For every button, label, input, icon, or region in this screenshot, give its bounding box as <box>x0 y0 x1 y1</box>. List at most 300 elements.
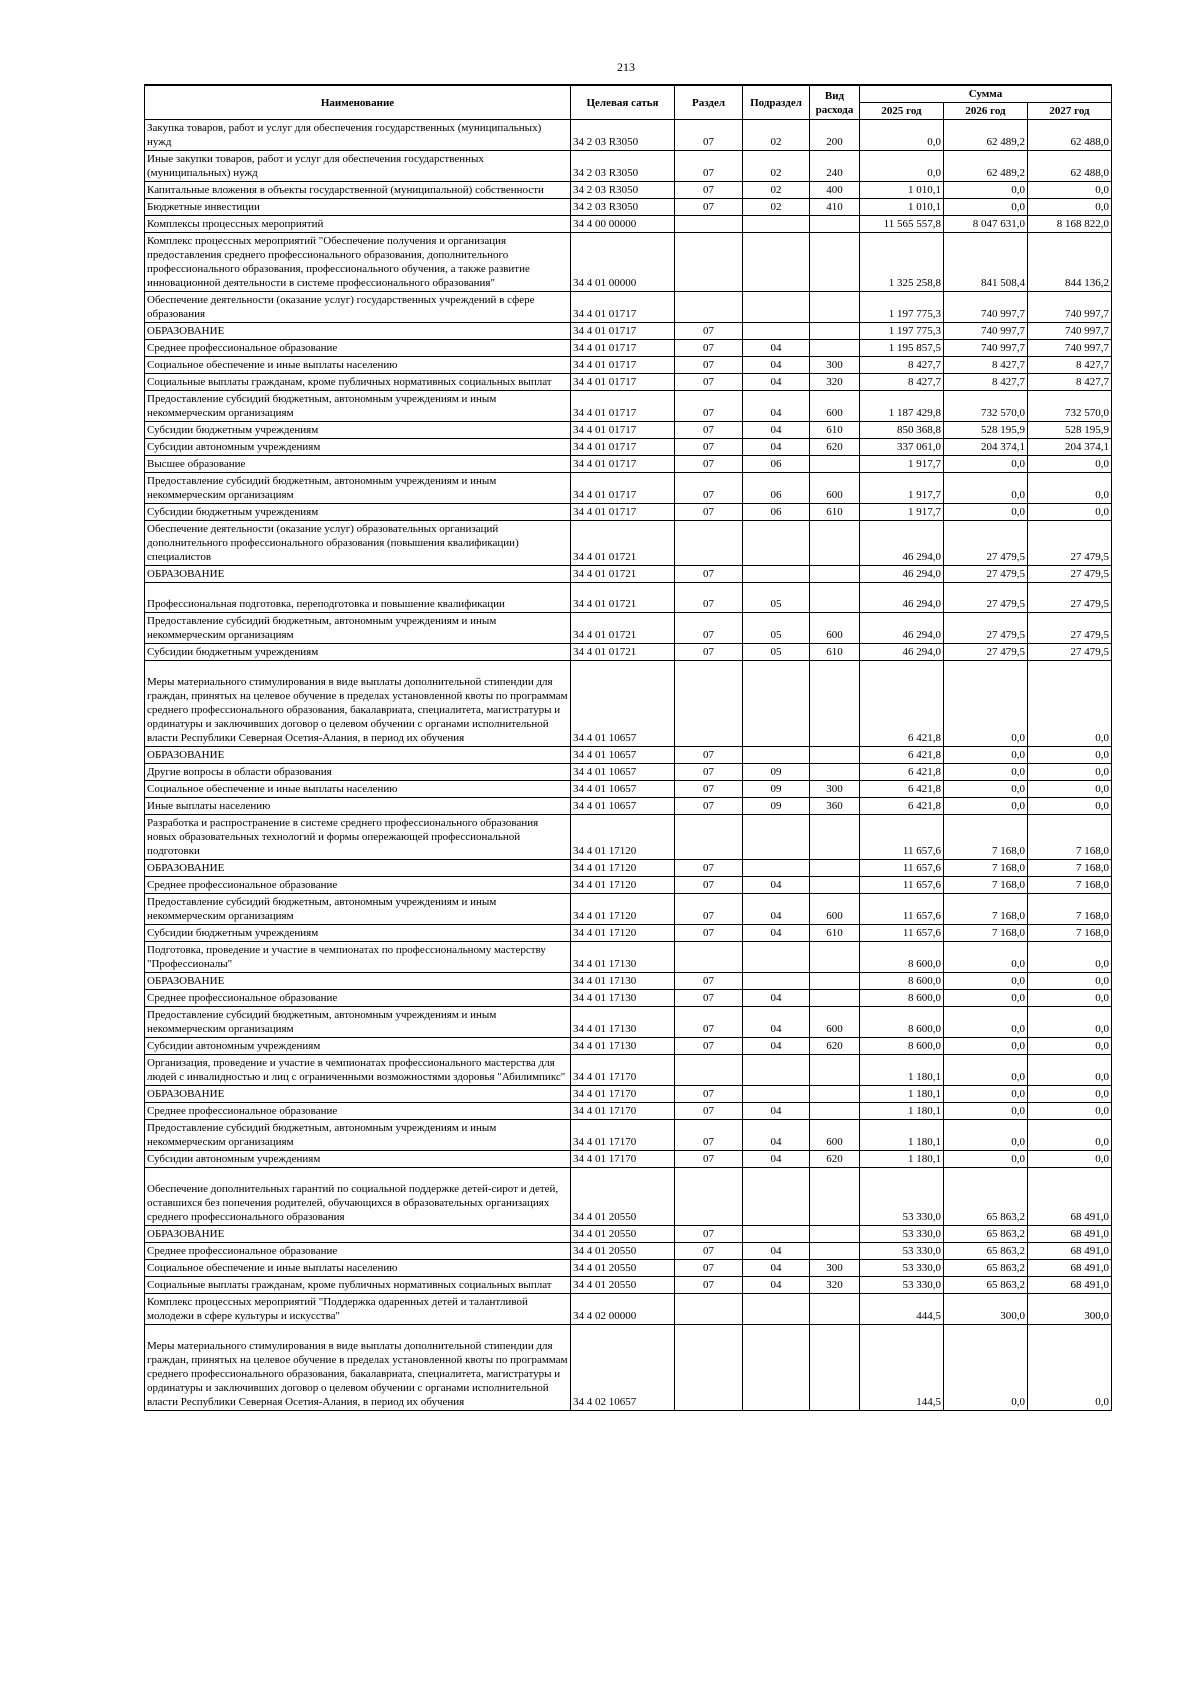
row-sum-2026: 8 047 631,0 <box>944 216 1028 233</box>
row-name: Среднее профессиональное образование <box>145 1243 571 1260</box>
row-section: 07 <box>675 1151 743 1168</box>
row-target-code: 34 4 02 00000 <box>571 1294 675 1325</box>
row-expense-kind <box>810 583 860 613</box>
row-sum-2026: 0,0 <box>944 942 1028 973</box>
row-target-code: 34 4 01 17130 <box>571 990 675 1007</box>
row-sum-2026: 0,0 <box>944 661 1028 747</box>
table-row <box>145 764 1112 781</box>
row-sum-2026: 65 863,2 <box>944 1277 1028 1294</box>
row-target-code: 34 4 01 01717 <box>571 340 675 357</box>
table-row <box>145 391 1112 422</box>
row-subsection: 04 <box>743 1277 810 1294</box>
table-row <box>145 661 1112 747</box>
row-sum-2027: 732 570,0 <box>1028 391 1112 422</box>
row-section: 07 <box>675 764 743 781</box>
row-sum-2026: 0,0 <box>944 747 1028 764</box>
row-sum-2025: 11 657,6 <box>860 925 944 942</box>
row-target-code: 34 4 01 01717 <box>571 504 675 521</box>
row-name: Подготовка, проведение и участие в чемпионатах по профессиональному мастерству "Профессионалы" <box>145 942 571 973</box>
row-sum-2026: 7 168,0 <box>944 925 1028 942</box>
row-subsection: 04 <box>743 1007 810 1038</box>
row-expense-kind <box>810 973 860 990</box>
row-name: ОБРАЗОВАНИЕ <box>145 1226 571 1243</box>
row-sum-2027: 0,0 <box>1028 942 1112 973</box>
row-sum-2026: 0,0 <box>944 199 1028 216</box>
row-subsection: 06 <box>743 456 810 473</box>
row-expense-kind <box>810 566 860 583</box>
row-section <box>675 1325 743 1411</box>
row-expense-kind <box>810 1243 860 1260</box>
row-sum-2025: 46 294,0 <box>860 521 944 566</box>
row-sum-2025: 0,0 <box>860 151 944 182</box>
row-sum-2025: 46 294,0 <box>860 566 944 583</box>
row-section: 07 <box>675 1243 743 1260</box>
budget-table <box>144 84 1112 1411</box>
row-section: 07 <box>675 798 743 815</box>
row-sum-2026: 8 427,7 <box>944 357 1028 374</box>
table-row <box>145 233 1112 292</box>
row-expense-kind: 600 <box>810 613 860 644</box>
row-name: Разработка и распространение в системе среднего профессионального образования новых образовательных технологий и формы опережающей профессиональной подготовки <box>145 815 571 860</box>
row-expense-kind: 610 <box>810 504 860 521</box>
row-subsection: 04 <box>743 925 810 942</box>
row-sum-2025: 11 565 557,8 <box>860 216 944 233</box>
row-name: Предоставление субсидий бюджетным, автономным учреждениям и иным некоммерческим организациям <box>145 894 571 925</box>
row-name: Комплекс процессных мероприятий "Обеспечение получения и организация предоставления среднего профессионального образования, дополнительного профессионального образования, профессионального обучения, а также развитие инновационной деятельности в системе профессионального образования" <box>145 233 571 292</box>
row-name: Среднее профессиональное образование <box>145 990 571 1007</box>
row-sum-2026: 0,0 <box>944 1038 1028 1055</box>
row-sum-2025: 1 195 857,5 <box>860 340 944 357</box>
table-row <box>145 815 1112 860</box>
row-target-code: 34 4 01 10657 <box>571 747 675 764</box>
row-sum-2025: 1 180,1 <box>860 1120 944 1151</box>
row-expense-kind: 610 <box>810 925 860 942</box>
row-expense-kind <box>810 1103 860 1120</box>
row-subsection <box>743 973 810 990</box>
row-section: 07 <box>675 877 743 894</box>
header-2027: 2027 год <box>1028 103 1112 120</box>
row-sum-2026: 0,0 <box>944 781 1028 798</box>
page-number: 213 <box>617 60 635 74</box>
row-sum-2027: 0,0 <box>1028 990 1112 1007</box>
row-subsection: 02 <box>743 151 810 182</box>
row-expense-kind <box>810 323 860 340</box>
header-2026: 2026 год <box>944 103 1028 120</box>
row-expense-kind: 620 <box>810 1038 860 1055</box>
table-row <box>145 357 1112 374</box>
table-row <box>145 973 1112 990</box>
row-target-code: 34 4 01 01717 <box>571 391 675 422</box>
row-sum-2027: 0,0 <box>1028 1055 1112 1086</box>
row-section: 07 <box>675 925 743 942</box>
row-sum-2027: 27 479,5 <box>1028 583 1112 613</box>
row-target-code: 34 4 01 01721 <box>571 583 675 613</box>
row-name: Социальное обеспечение и иные выплаты населению <box>145 1260 571 1277</box>
row-section: 07 <box>675 1086 743 1103</box>
row-section: 07 <box>675 1007 743 1038</box>
row-name: Социальные выплаты гражданам, кроме публичных нормативных социальных выплат <box>145 1277 571 1294</box>
row-sum-2025: 1 010,1 <box>860 199 944 216</box>
row-sum-2027: 68 491,0 <box>1028 1243 1112 1260</box>
row-subsection: 04 <box>743 1038 810 1055</box>
row-subsection: 04 <box>743 1260 810 1277</box>
row-expense-kind <box>810 1294 860 1325</box>
row-target-code: 34 2 03 R3050 <box>571 182 675 199</box>
row-name: Иные выплаты населению <box>145 798 571 815</box>
row-sum-2026: 300,0 <box>944 1294 1028 1325</box>
row-expense-kind: 320 <box>810 1277 860 1294</box>
row-sum-2025: 6 421,8 <box>860 764 944 781</box>
row-sum-2025: 1 187 429,8 <box>860 391 944 422</box>
table-row <box>145 1260 1112 1277</box>
row-sum-2027: 0,0 <box>1028 764 1112 781</box>
row-sum-2025: 8 600,0 <box>860 1007 944 1038</box>
row-name: Предоставление субсидий бюджетным, автономным учреждениям и иным некоммерческим организациям <box>145 1120 571 1151</box>
row-section: 07 <box>675 747 743 764</box>
row-sum-2026: 0,0 <box>944 1325 1028 1411</box>
row-target-code: 34 4 01 01717 <box>571 422 675 439</box>
row-sum-2027: 0,0 <box>1028 973 1112 990</box>
row-section: 07 <box>675 151 743 182</box>
row-sum-2026: 204 374,1 <box>944 439 1028 456</box>
row-section <box>675 216 743 233</box>
row-sum-2026: 27 479,5 <box>944 644 1028 661</box>
row-name: Предоставление субсидий бюджетным, автономным учреждениям и иным некоммерческим организациям <box>145 1007 571 1038</box>
row-section <box>675 1168 743 1226</box>
row-sum-2025: 53 330,0 <box>860 1260 944 1277</box>
row-section: 07 <box>675 1038 743 1055</box>
row-section: 07 <box>675 120 743 151</box>
header-2025: 2025 год <box>860 103 944 120</box>
row-sum-2025: 6 421,8 <box>860 781 944 798</box>
row-sum-2027: 27 479,5 <box>1028 521 1112 566</box>
row-name: Субсидии бюджетным учреждениям <box>145 644 571 661</box>
row-sum-2025: 6 421,8 <box>860 661 944 747</box>
table-row <box>145 942 1112 973</box>
row-subsection: 04 <box>743 357 810 374</box>
row-target-code: 34 4 01 01721 <box>571 566 675 583</box>
row-subsection: 06 <box>743 504 810 521</box>
row-name: Профессиональная подготовка, переподготовка и повышение квалификации <box>145 583 571 613</box>
row-sum-2026: 740 997,7 <box>944 340 1028 357</box>
row-subsection <box>743 1168 810 1226</box>
table-row <box>145 292 1112 323</box>
table-row <box>145 473 1112 504</box>
row-target-code: 34 4 01 17130 <box>571 942 675 973</box>
row-target-code: 34 4 01 01717 <box>571 357 675 374</box>
row-expense-kind <box>810 990 860 1007</box>
row-section <box>675 942 743 973</box>
row-sum-2025: 1 325 258,8 <box>860 233 944 292</box>
row-section: 07 <box>675 1260 743 1277</box>
row-section: 07 <box>675 1120 743 1151</box>
row-name: Обеспечение деятельности (оказание услуг) образовательных организаций дополнительного профессионального образования (повышения квалификации) специалистов <box>145 521 571 566</box>
row-section: 07 <box>675 391 743 422</box>
row-sum-2025: 1 180,1 <box>860 1055 944 1086</box>
table-row <box>145 1226 1112 1243</box>
table-row <box>145 1277 1112 1294</box>
row-target-code: 34 4 01 17170 <box>571 1086 675 1103</box>
row-sum-2026: 732 570,0 <box>944 391 1028 422</box>
row-subsection: 04 <box>743 391 810 422</box>
row-sum-2026: 7 168,0 <box>944 877 1028 894</box>
row-section: 07 <box>675 894 743 925</box>
row-subsection: 02 <box>743 120 810 151</box>
row-sum-2026: 528 195,9 <box>944 422 1028 439</box>
row-target-code: 34 4 01 01717 <box>571 473 675 504</box>
row-section <box>675 815 743 860</box>
row-sum-2026: 27 479,5 <box>944 566 1028 583</box>
row-subsection: 09 <box>743 764 810 781</box>
row-section: 07 <box>675 439 743 456</box>
row-sum-2027: 0,0 <box>1028 781 1112 798</box>
row-expense-kind <box>810 1226 860 1243</box>
row-name: Субсидии автономным учреждениям <box>145 1151 571 1168</box>
table-row <box>145 1038 1112 1055</box>
row-target-code: 34 4 01 20550 <box>571 1168 675 1226</box>
row-expense-kind <box>810 216 860 233</box>
row-section: 07 <box>675 422 743 439</box>
row-target-code: 34 4 01 20550 <box>571 1226 675 1243</box>
header-name: Наименование <box>145 85 571 120</box>
row-name: Закупка товаров, работ и услуг для обеспечения государственных (муниципальных) нужд <box>145 120 571 151</box>
row-sum-2025: 53 330,0 <box>860 1243 944 1260</box>
row-expense-kind <box>810 1168 860 1226</box>
row-name: ОБРАЗОВАНИЕ <box>145 323 571 340</box>
row-sum-2026: 65 863,2 <box>944 1260 1028 1277</box>
row-target-code: 34 4 02 10657 <box>571 1325 675 1411</box>
table-row <box>145 925 1112 942</box>
row-section: 07 <box>675 182 743 199</box>
row-subsection <box>743 661 810 747</box>
row-expense-kind: 610 <box>810 644 860 661</box>
row-name: Социальное обеспечение и иные выплаты населению <box>145 781 571 798</box>
row-sum-2027: 68 491,0 <box>1028 1277 1112 1294</box>
row-sum-2025: 144,5 <box>860 1325 944 1411</box>
row-name: Иные закупки товаров, работ и услуг для обеспечения государственных (муниципальных) нужд <box>145 151 571 182</box>
row-sum-2027: 844 136,2 <box>1028 233 1112 292</box>
row-sum-2027: 0,0 <box>1028 661 1112 747</box>
table-row <box>145 456 1112 473</box>
row-target-code: 34 4 01 10657 <box>571 661 675 747</box>
row-name: Обеспечение деятельности (оказание услуг) государственных учреждений в сфере образования <box>145 292 571 323</box>
table-row <box>145 1168 1112 1226</box>
row-target-code: 34 2 03 R3050 <box>571 151 675 182</box>
row-target-code: 34 4 01 17170 <box>571 1055 675 1086</box>
row-sum-2027: 62 488,0 <box>1028 151 1112 182</box>
row-target-code: 34 4 01 17120 <box>571 877 675 894</box>
table-row <box>145 1055 1112 1086</box>
row-sum-2026: 0,0 <box>944 182 1028 199</box>
row-name: Среднее профессиональное образование <box>145 1103 571 1120</box>
row-sum-2026: 0,0 <box>944 456 1028 473</box>
table-row <box>145 613 1112 644</box>
row-sum-2025: 53 330,0 <box>860 1226 944 1243</box>
row-target-code: 34 4 01 17120 <box>571 894 675 925</box>
row-sum-2025: 337 061,0 <box>860 439 944 456</box>
table-row <box>145 894 1112 925</box>
row-subsection: 04 <box>743 877 810 894</box>
row-section: 07 <box>675 456 743 473</box>
row-target-code: 34 4 01 01717 <box>571 292 675 323</box>
row-sum-2026: 27 479,5 <box>944 583 1028 613</box>
table-row <box>145 340 1112 357</box>
table-row <box>145 1007 1112 1038</box>
row-expense-kind <box>810 1086 860 1103</box>
row-target-code: 34 4 00 00000 <box>571 216 675 233</box>
row-section: 07 <box>675 504 743 521</box>
row-section: 07 <box>675 357 743 374</box>
row-section: 07 <box>675 644 743 661</box>
row-expense-kind <box>810 1055 860 1086</box>
row-section <box>675 661 743 747</box>
row-expense-kind: 300 <box>810 1260 860 1277</box>
row-sum-2026: 7 168,0 <box>944 860 1028 877</box>
row-subsection <box>743 1086 810 1103</box>
row-section: 07 <box>675 583 743 613</box>
row-expense-kind: 300 <box>810 781 860 798</box>
row-sum-2027: 8 427,7 <box>1028 374 1112 391</box>
table-row <box>145 323 1112 340</box>
row-sum-2027: 0,0 <box>1028 182 1112 199</box>
header-section: Раздел <box>675 85 743 120</box>
table-row <box>145 1103 1112 1120</box>
row-sum-2027: 8 168 822,0 <box>1028 216 1112 233</box>
row-sum-2025: 8 600,0 <box>860 1038 944 1055</box>
row-target-code: 34 4 01 01717 <box>571 456 675 473</box>
row-section: 07 <box>675 374 743 391</box>
row-target-code: 34 4 01 17120 <box>571 860 675 877</box>
row-name: Предоставление субсидий бюджетным, автономным учреждениям и иным некоммерческим организациям <box>145 613 571 644</box>
row-name: ОБРАЗОВАНИЕ <box>145 747 571 764</box>
row-sum-2026: 0,0 <box>944 473 1028 504</box>
row-sum-2025: 1 197 775,3 <box>860 292 944 323</box>
row-sum-2027: 8 427,7 <box>1028 357 1112 374</box>
row-sum-2025: 1 180,1 <box>860 1103 944 1120</box>
row-expense-kind <box>810 292 860 323</box>
row-sum-2025: 53 330,0 <box>860 1277 944 1294</box>
row-expense-kind: 600 <box>810 473 860 504</box>
row-name: Обеспечение дополнительных гарантий по социальной поддержке детей-сирот и детей, оставшихся без попечения родителей, обучающихся в образовательных организациях среднего профессионального образования <box>145 1168 571 1226</box>
table-row <box>145 1294 1112 1325</box>
row-sum-2025: 8 427,7 <box>860 374 944 391</box>
row-expense-kind: 600 <box>810 894 860 925</box>
row-subsection: 09 <box>743 781 810 798</box>
row-sum-2026: 27 479,5 <box>944 521 1028 566</box>
row-name: Меры материального стимулирования в виде выплаты дополнительной стипендии для граждан, принятых на целевое обучение в пределах установленной квоты по программам среднего профессионального образования, бакалавриата, специалитета, магистратуры и ординатуры и заключивших договор о целевом обучении с органами исполнительной власти Республики Северная Осетия-Алания, в период их обучения <box>145 1325 571 1411</box>
row-name: ОБРАЗОВАНИЕ <box>145 973 571 990</box>
row-section: 07 <box>675 781 743 798</box>
row-sum-2027: 0,0 <box>1028 1007 1112 1038</box>
row-section: 07 <box>675 323 743 340</box>
row-sum-2026: 0,0 <box>944 973 1028 990</box>
row-sum-2027: 204 374,1 <box>1028 439 1112 456</box>
row-name: ОБРАЗОВАНИЕ <box>145 566 571 583</box>
table-row <box>145 199 1112 216</box>
row-expense-kind: 300 <box>810 357 860 374</box>
row-subsection: 04 <box>743 439 810 456</box>
row-sum-2027: 7 168,0 <box>1028 815 1112 860</box>
row-sum-2027: 0,0 <box>1028 456 1112 473</box>
row-name: Комплекс процессных мероприятий "Поддержка одаренных детей и талантливой молодежи в сфере культуры и искусства" <box>145 1294 571 1325</box>
row-section: 07 <box>675 990 743 1007</box>
row-target-code: 34 4 01 01721 <box>571 521 675 566</box>
table-row <box>145 860 1112 877</box>
row-sum-2027: 300,0 <box>1028 1294 1112 1325</box>
row-sum-2025: 1 917,7 <box>860 504 944 521</box>
row-section: 07 <box>675 473 743 504</box>
row-target-code: 34 4 01 20550 <box>571 1243 675 1260</box>
row-subsection <box>743 216 810 233</box>
row-name: Социальные выплаты гражданам, кроме публичных нормативных социальных выплат <box>145 374 571 391</box>
row-section: 07 <box>675 860 743 877</box>
row-expense-kind <box>810 815 860 860</box>
row-expense-kind <box>810 233 860 292</box>
row-sum-2027: 68 491,0 <box>1028 1226 1112 1243</box>
row-name: Другие вопросы в области образования <box>145 764 571 781</box>
row-target-code: 34 4 01 10657 <box>571 798 675 815</box>
row-subsection: 04 <box>743 374 810 391</box>
table-row <box>145 422 1112 439</box>
row-sum-2025: 444,5 <box>860 1294 944 1325</box>
row-name: Субсидии автономным учреждениям <box>145 1038 571 1055</box>
row-expense-kind: 410 <box>810 199 860 216</box>
row-sum-2025: 1 917,7 <box>860 473 944 504</box>
row-sum-2025: 1 917,7 <box>860 456 944 473</box>
row-sum-2026: 27 479,5 <box>944 613 1028 644</box>
row-sum-2025: 8 427,7 <box>860 357 944 374</box>
row-target-code: 34 4 01 01721 <box>571 644 675 661</box>
row-subsection: 04 <box>743 894 810 925</box>
row-expense-kind: 200 <box>810 120 860 151</box>
row-target-code: 34 2 03 R3050 <box>571 120 675 151</box>
row-expense-kind: 610 <box>810 422 860 439</box>
row-sum-2026: 7 168,0 <box>944 894 1028 925</box>
row-sum-2025: 8 600,0 <box>860 973 944 990</box>
row-target-code: 34 4 01 17170 <box>571 1120 675 1151</box>
row-name: Субсидии бюджетным учреждениям <box>145 504 571 521</box>
row-section: 07 <box>675 1103 743 1120</box>
row-sum-2026: 62 489,2 <box>944 120 1028 151</box>
row-name: Комплексы процессных мероприятий <box>145 216 571 233</box>
table-row <box>145 644 1112 661</box>
row-target-code: 34 4 01 20550 <box>571 1277 675 1294</box>
row-sum-2026: 0,0 <box>944 504 1028 521</box>
row-sum-2027: 528 195,9 <box>1028 422 1112 439</box>
row-sum-2025: 8 600,0 <box>860 990 944 1007</box>
row-section: 07 <box>675 1226 743 1243</box>
row-expense-kind <box>810 747 860 764</box>
row-sum-2025: 11 657,6 <box>860 877 944 894</box>
row-target-code: 34 4 01 00000 <box>571 233 675 292</box>
row-sum-2027: 0,0 <box>1028 1325 1112 1411</box>
row-sum-2026: 65 863,2 <box>944 1243 1028 1260</box>
table-row <box>145 747 1112 764</box>
row-sum-2026: 740 997,7 <box>944 292 1028 323</box>
row-section: 07 <box>675 973 743 990</box>
row-target-code: 34 4 01 01717 <box>571 323 675 340</box>
row-sum-2025: 11 657,6 <box>860 894 944 925</box>
row-expense-kind: 360 <box>810 798 860 815</box>
row-sum-2026: 65 863,2 <box>944 1168 1028 1226</box>
row-sum-2027: 0,0 <box>1028 473 1112 504</box>
row-name: Предоставление субсидий бюджетным, автономным учреждениям и иным некоммерческим организациям <box>145 473 571 504</box>
row-section <box>675 1294 743 1325</box>
row-expense-kind <box>810 456 860 473</box>
row-sum-2026: 8 427,7 <box>944 374 1028 391</box>
row-subsection: 04 <box>743 1151 810 1168</box>
table-row <box>145 439 1112 456</box>
